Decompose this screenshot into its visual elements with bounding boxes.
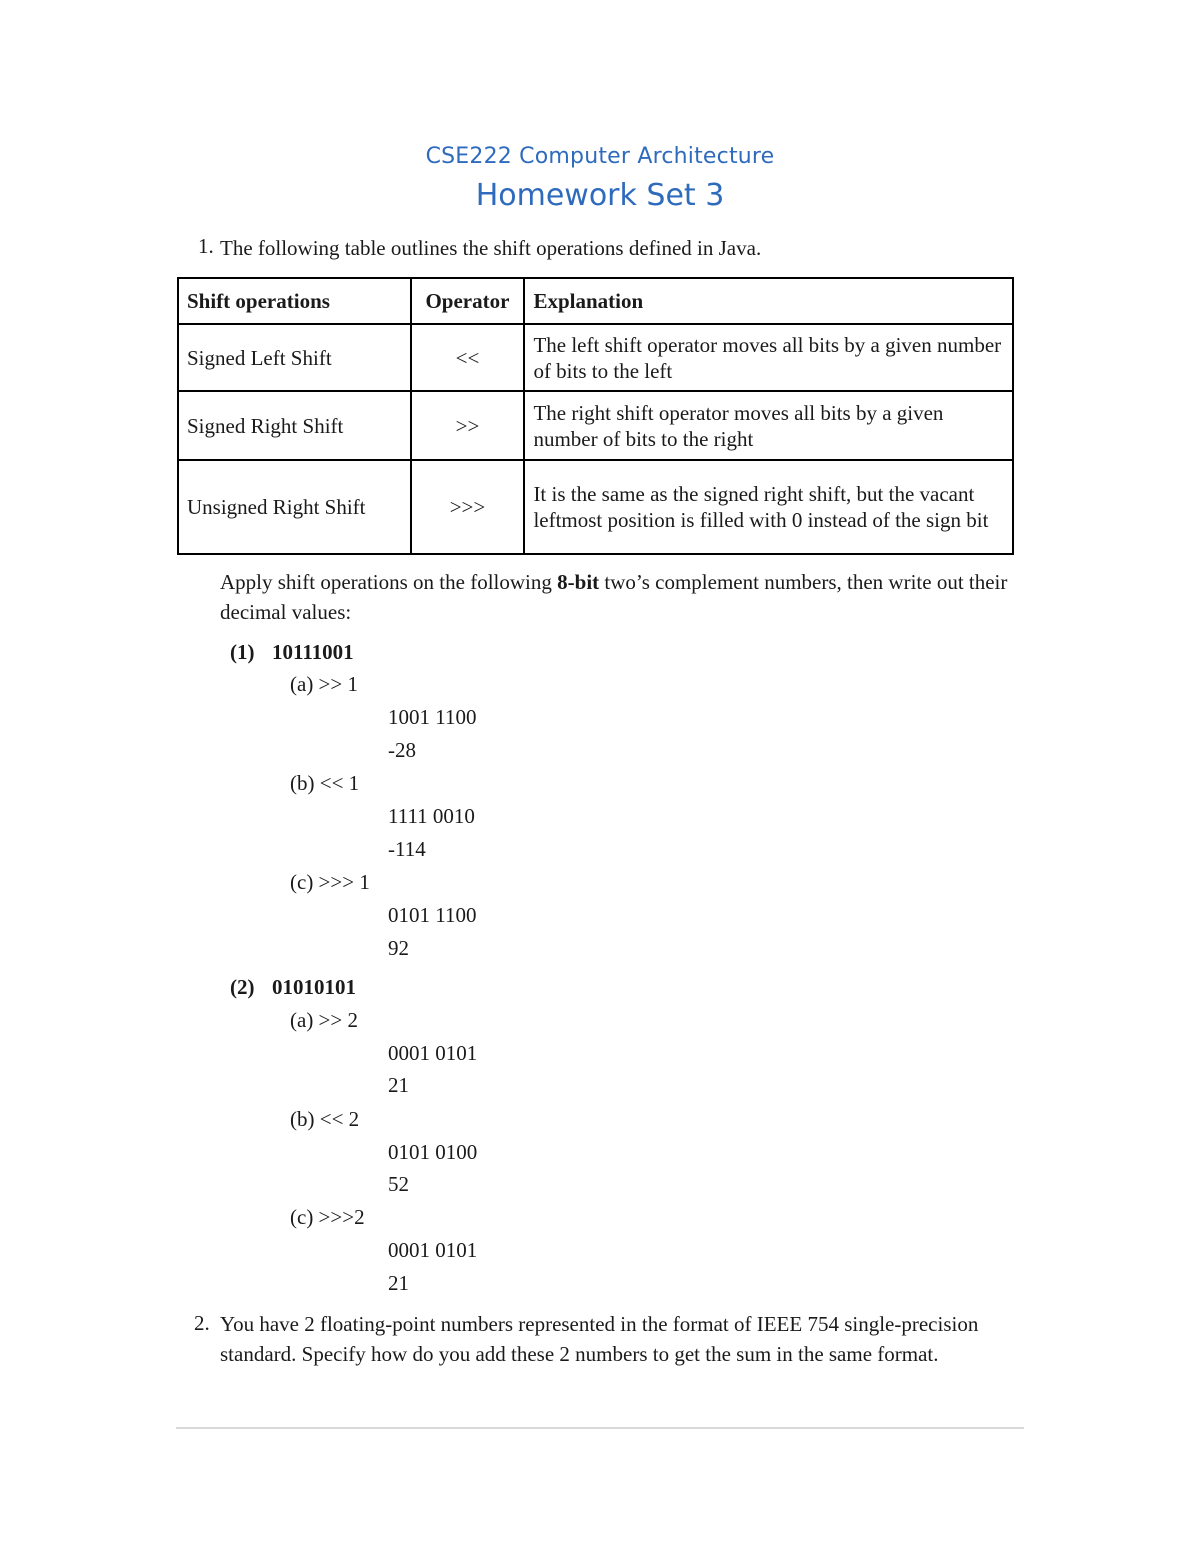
table-cell-name: Signed Left Shift — [178, 324, 411, 391]
shift-operations-table — [177, 277, 1014, 555]
table-cell-explanation: It is the same as the signed right shift, but the vacant leftmost position is filled with 0 instead of the sign bit — [524, 460, 1013, 554]
table-row — [178, 391, 1013, 460]
table-cell-name: Unsigned Right Shift — [178, 460, 411, 554]
problem-1-number: 10111001 — [272, 640, 354, 664]
question-2-number: 2. — [194, 1311, 210, 1335]
table-cell-operator: >> — [411, 391, 525, 460]
problem-1a-label: (a) >> 1 — [290, 672, 358, 696]
instruction-text: two’s complement numbers, then write out their decimal values: — [220, 570, 1008, 624]
footer-divider — [176, 1427, 1024, 1429]
problem-2a-binary: 0001 0101 — [388, 1041, 478, 1065]
problem-2b-label: (b) << 2 — [290, 1107, 360, 1131]
table-header-cell: Operator — [411, 278, 525, 324]
problem-2-label: (2) — [230, 975, 255, 999]
problem-2a-decimal: 21 — [388, 1073, 409, 1097]
question-1-number: 1. — [198, 234, 214, 258]
homework-title: Homework Set 3 — [475, 178, 725, 213]
table-row — [178, 324, 1013, 391]
instruction-paragraph — [220, 567, 1030, 627]
question-1-intro: The following table outlines the shift operations defined in Java. — [220, 236, 762, 260]
problem-2a-label: (a) >> 2 — [290, 1008, 358, 1032]
problem-2c-decimal: 21 — [388, 1271, 409, 1295]
problem-1a-binary: 1001 1100 — [388, 705, 477, 729]
problem-2b-binary: 0101 0100 — [388, 1140, 478, 1164]
problem-2-number: 01010101 — [272, 975, 356, 999]
table-cell-explanation: The right shift operator moves all bits by a given number of bits to the right — [524, 391, 1013, 460]
problem-2b-decimal: 52 — [388, 1172, 409, 1196]
problem-1a-decimal: -28 — [388, 738, 416, 762]
table-cell-operator: >>> — [411, 460, 525, 554]
problem-1b-decimal: -114 — [388, 837, 426, 861]
problem-1c-label: (c) >>> 1 — [290, 870, 370, 894]
problem-2c-label: (c) >>>2 — [290, 1205, 365, 1229]
problem-1b-label: (b) << 1 — [290, 771, 360, 795]
instruction-text: Apply shift operations on the following — [220, 570, 558, 594]
table-header-cell: Explanation — [524, 278, 1013, 324]
table-cell-explanation: The left shift operator moves all bits by a given number of bits to the left — [524, 324, 1013, 391]
instruction-bold-text: 8-bit — [557, 570, 600, 594]
problem-1c-decimal: 92 — [388, 936, 409, 960]
problem-1c-binary: 0101 1100 — [388, 903, 477, 927]
problem-2c-binary: 0001 0101 — [388, 1238, 478, 1262]
problem-1b-binary: 1111 0010 — [388, 804, 475, 828]
question-2-text: You have 2 floating-point numbers represented in the format of IEEE 754 single-precision standard. Specify how do you add these 2 numbers to get the sum in the same format. — [220, 1312, 979, 1366]
course-title: CSE222 Computer Architecture — [425, 144, 775, 169]
problem-1-label: (1) — [230, 640, 255, 664]
table-row — [178, 460, 1013, 554]
table-cell-name: Signed Right Shift — [178, 391, 411, 460]
table-cell-operator: << — [411, 324, 525, 391]
table-header-cell: Shift operations — [178, 278, 411, 324]
table-header-row — [178, 278, 1013, 324]
